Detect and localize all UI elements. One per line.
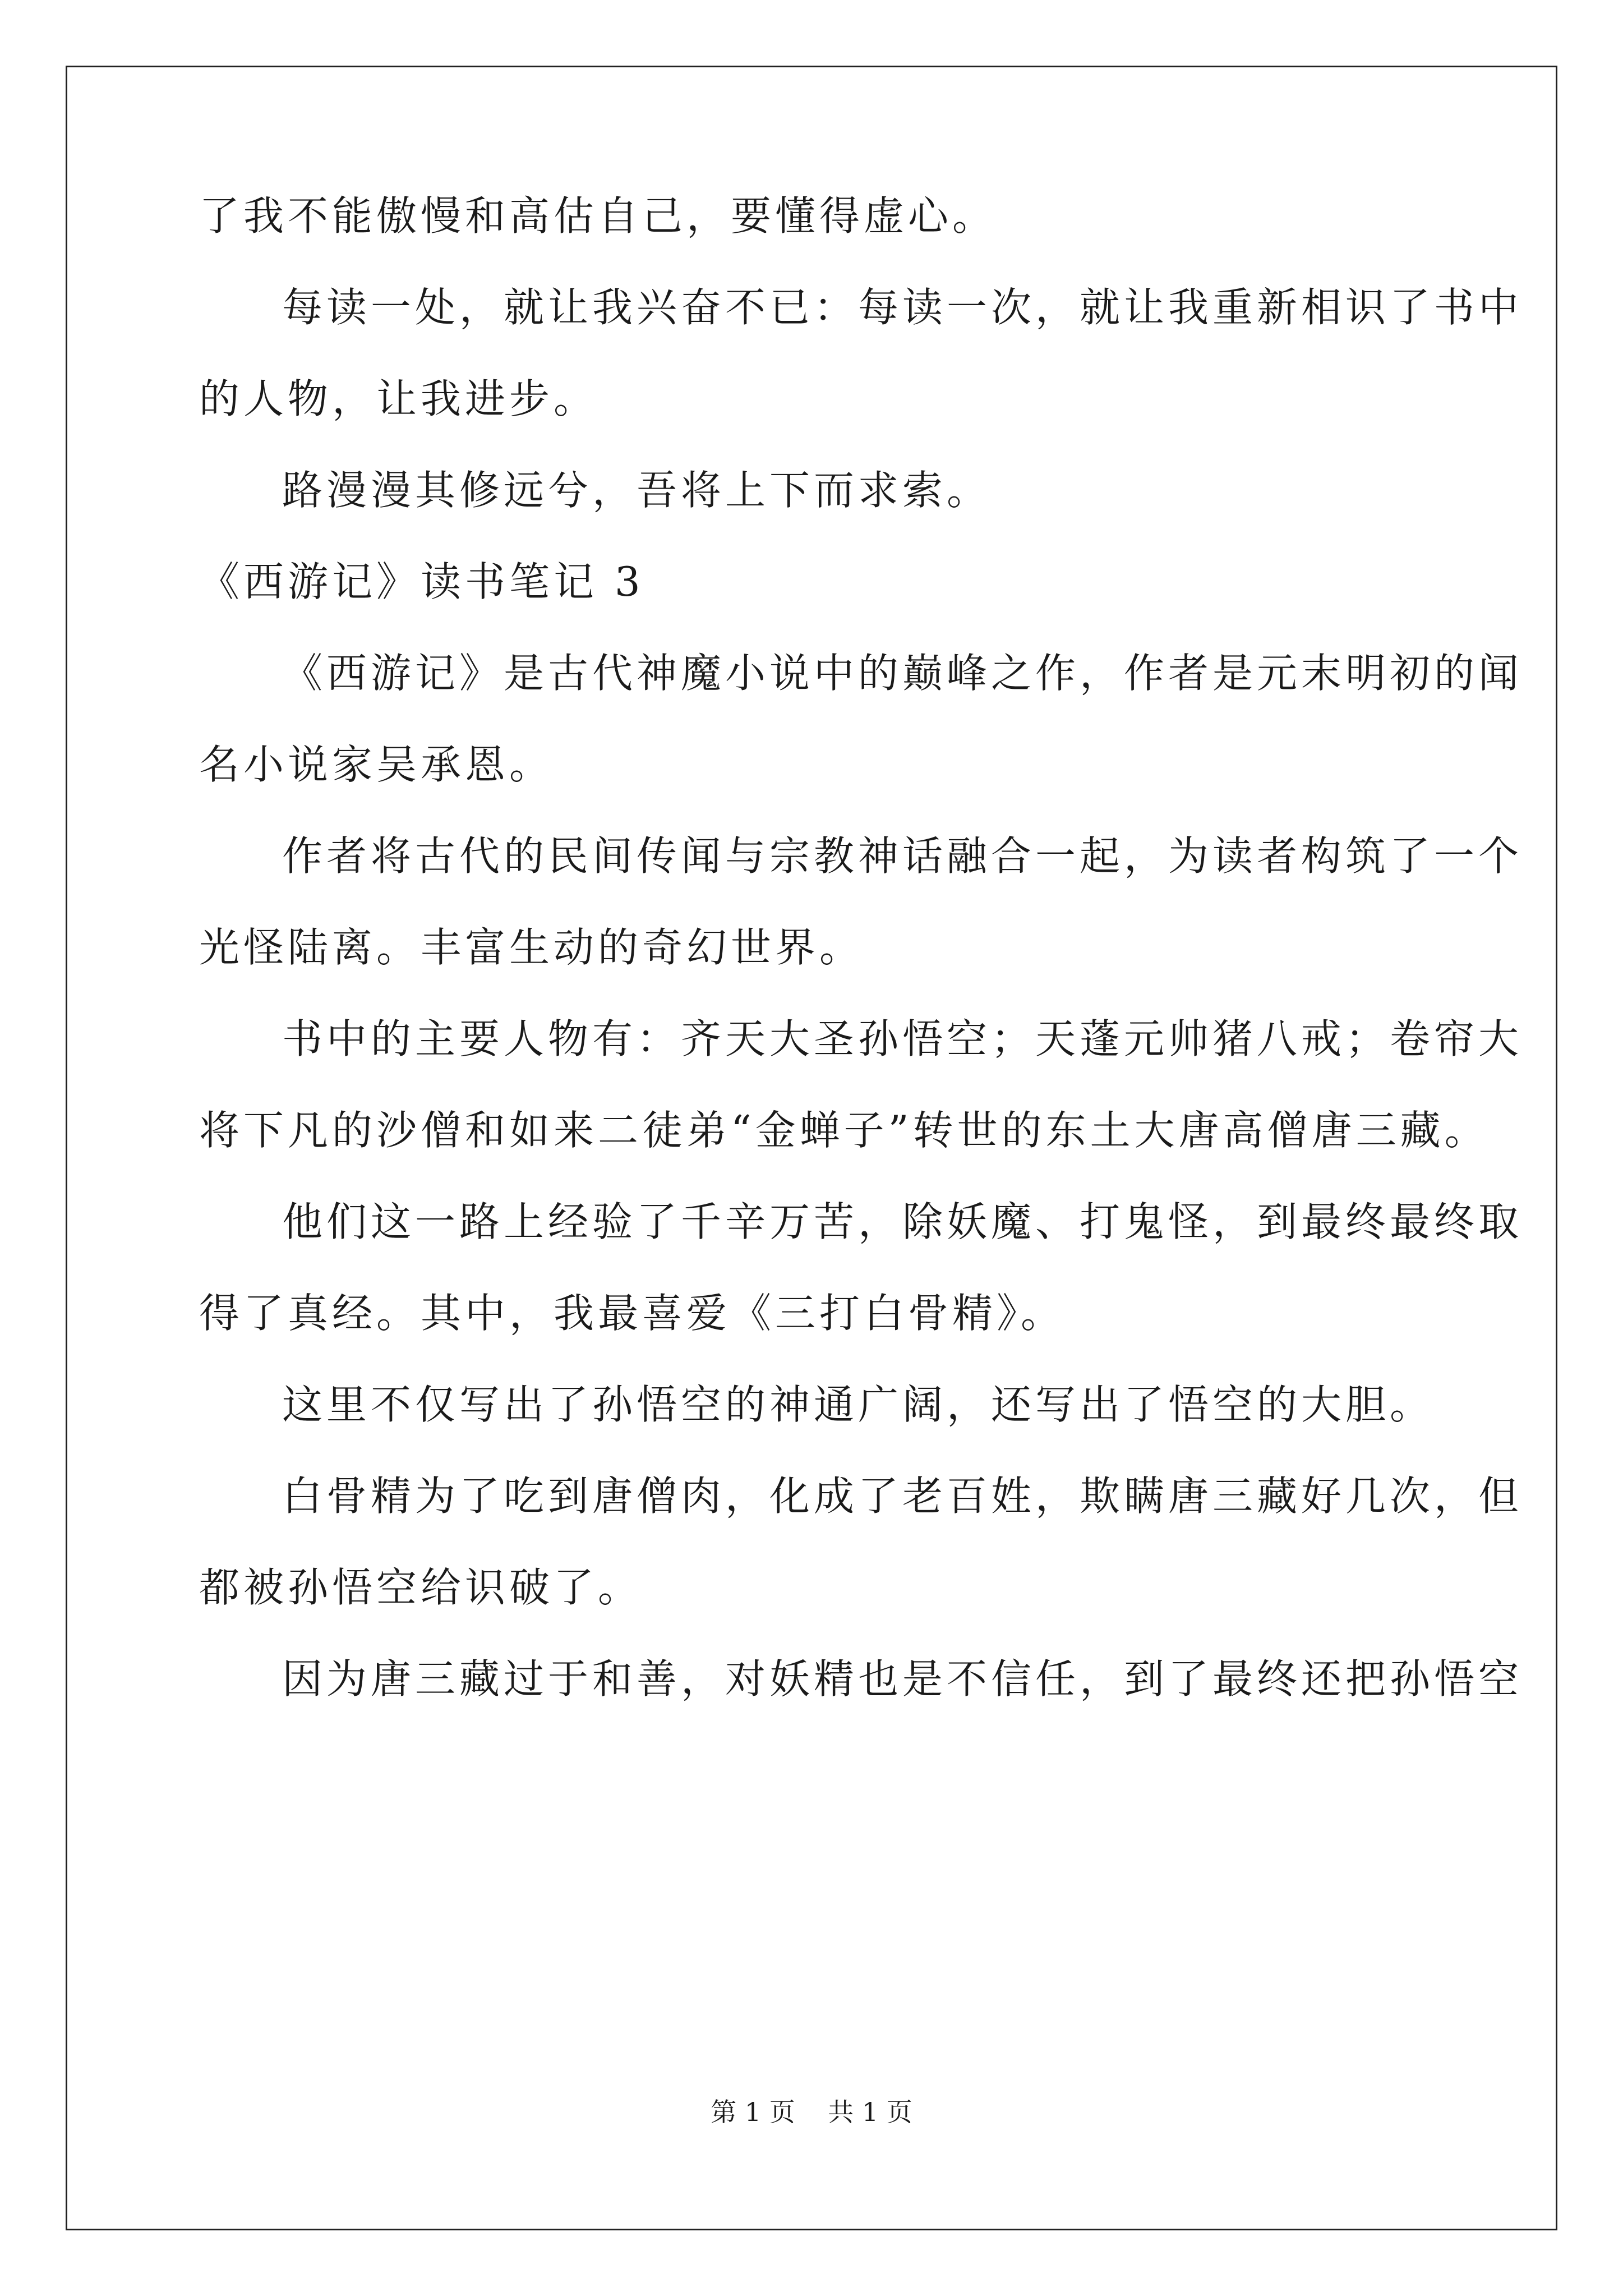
paragraph-start: 每读一处，就让我兴奋不已：每读一次，就让我重新相识了书中 [282,284,1523,331]
paragraph-start: 因为唐三藏过于和善，对妖精也是不信任，到了最终还把孙悟空 [282,1655,1523,1703]
text-line: 得了真经。其中，我最喜爱《三打白骨精》。 [199,1290,1066,1337]
text-line: 将下凡的沙僧和如来二徒弟“金蝉子”转世的东土大唐高僧唐三藏。 [199,1107,1489,1154]
paragraph-start: 书中的主要人物有：齐天大圣孙悟空；天蓬元帅猪八戒；卷帘大 [282,1015,1523,1062]
text-line: 的人物，让我进步。 [199,375,598,422]
paragraph-start: 这里不仅写出了孙悟空的神通广阔，还写出了悟空的大胆。 [282,1381,1435,1428]
section-heading: 《西游记》读书笔记 3 [199,558,644,605]
text-line: 都被孙悟空给识破了。 [199,1564,643,1611]
text-line: 光怪陆离。丰富生动的奇幻世界。 [199,924,864,971]
text-line: 了我不能傲慢和高估自己，要懂得虚心。 [199,192,997,240]
paragraph-start: 白骨精为了吃到唐僧肉，化成了老百姓，欺瞒唐三藏好几次，但 [282,1473,1523,1520]
paragraph-start: 《西游记》是古代神魔小说中的巅峰之作，作者是元末明初的闻 [282,650,1523,697]
text-line: 名小说家吴承恩。 [199,741,554,788]
paragraph-start: 作者将古代的民间传闻与宗教神话融合一起，为读者构筑了一个 [282,832,1523,880]
paragraph-start: 路漫漫其修远兮，吾将上下而求索。 [282,467,992,514]
paragraph-start: 他们这一路上经验了千辛万苦，除妖魔、打鬼怪，到最终最终取 [282,1198,1523,1245]
page-number-footer: 第 1 页 共 1 页 [711,2097,912,2127]
